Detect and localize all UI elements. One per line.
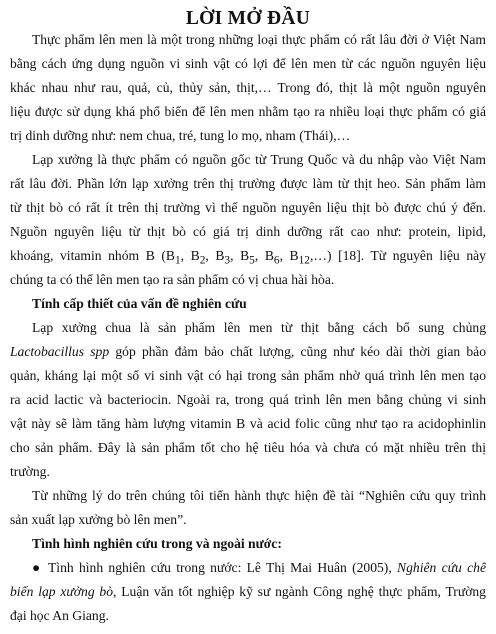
text-line: ra acid lactic và bacteriocin. Ngoài ra, trong quá trình lên men bằng chủng vi sinh [10, 392, 486, 407]
text-line: Thực phẩm lên men là một trong những loại thực phẩm có rất lâu đời ở Việt Nam [32, 32, 486, 47]
subscript: 2 [199, 254, 206, 267]
text-line: Từ những lý do trên chúng tôi tiến hành thực hiện đề tài “Nghiên cứu quy trình [32, 488, 486, 503]
subscript: 5 [249, 254, 255, 267]
text-line: Lạp xưởng là thực phẩm có nguồn gốc từ Trung Quốc và du nhập vào Việt Nam [32, 152, 486, 167]
text-line-vitamins: khoáng, vitamin nhóm B ($B_1$, $B_2$, $B_3$, $B_5$, $B_6$, $B_{12},\dots$) [18]. Từ nguyên liệu này [10, 248, 486, 267]
subscript: 3 [224, 254, 231, 267]
text-line: biến lạp xưởng bò, Luận văn tốt nghiệp kỹ sư ngành Công nghệ thực phẩm, Trường [10, 584, 486, 599]
subscript: 12 [298, 254, 310, 267]
subscript: 6 [273, 254, 280, 267]
text-line: sản xuất lạp xưởng bò lên men”. [10, 512, 187, 527]
section-heading-research-status: Tình hình nghiên cứu trong và ngoài nước: [32, 536, 282, 551]
text-line: liệu được sử dụng khá phổ biến để lên men nhằm tạo ra nhiều loại thực phẩm có giá [10, 104, 486, 119]
text-line: Lactobacillus spp góp phần đảm bảo chất lượng, cũng như kéo dài thời gian bảo [10, 344, 486, 359]
text-line: Lạp xưởng chua là sản phẩm lên men từ thịt bằng cách bổ sung chủng [32, 320, 486, 335]
text-line: vật này sẽ làm tăng hàm lượng vitamin B và acid folic cũng như tạo ra acidophinlin [10, 416, 486, 431]
text-line: ● Tình hình nghiên cứu trong nước: Lê Thị Mai Huân (2005), Nghiên cứu chế [10, 556, 486, 580]
text-line: bằng cách ứng dụng nguồn vi sinh vật có lợi để lên men từ các nguồn nguyên liệu [10, 56, 486, 71]
text-line: từ thịt bò có rất ít trên thị trường vì thế nguồn nguyên liệu thịt bò được chú ý đến. [10, 200, 486, 215]
text-line: đại học An Giang. [10, 608, 109, 623]
text-line: Nguồn nguyên liệu từ thịt bò có giá trị dinh dưỡng rất cao như: protein, lipid, [10, 224, 486, 239]
text-line: trường. [10, 464, 50, 479]
text-line: quản, kháng lại một số vi sinh vật có hại trong sản phẩm nhờ quá trình lên men tạo [10, 368, 486, 383]
species-name: Lactobacillus spp [10, 344, 110, 359]
section-heading-urgency: Tính cấp thiết của vấn đề nghiên cứu [32, 296, 247, 311]
text-line: cho sản phẩm. Đây là sản phẩm tốt cho hệ tiêu hóa và chưa có mặt nhiều trên thị [10, 440, 486, 455]
text-line: khác nhau như rau, quả, củ, thủy sản, thịt,… Trong đó, thịt là một nguồn nguyên [10, 80, 486, 95]
subscript: 1 [174, 254, 181, 267]
bullet-icon: ● [32, 560, 41, 575]
text-line: trị dinh dưỡng như: nem chua, tré, tung lo mọ, nham (Thái),… [10, 128, 351, 143]
text-line: rất lâu đời. Phần lớn lạp xưởng trên thị trường được làm từ thịt heo. Sản phẩm làm [10, 176, 486, 191]
page-title: LỜI MỞ ĐẦU [185, 8, 311, 29]
text-line: chúng ta có thể lên men tạo ra sản phẩm có vị chua hài hòa. [10, 272, 335, 287]
